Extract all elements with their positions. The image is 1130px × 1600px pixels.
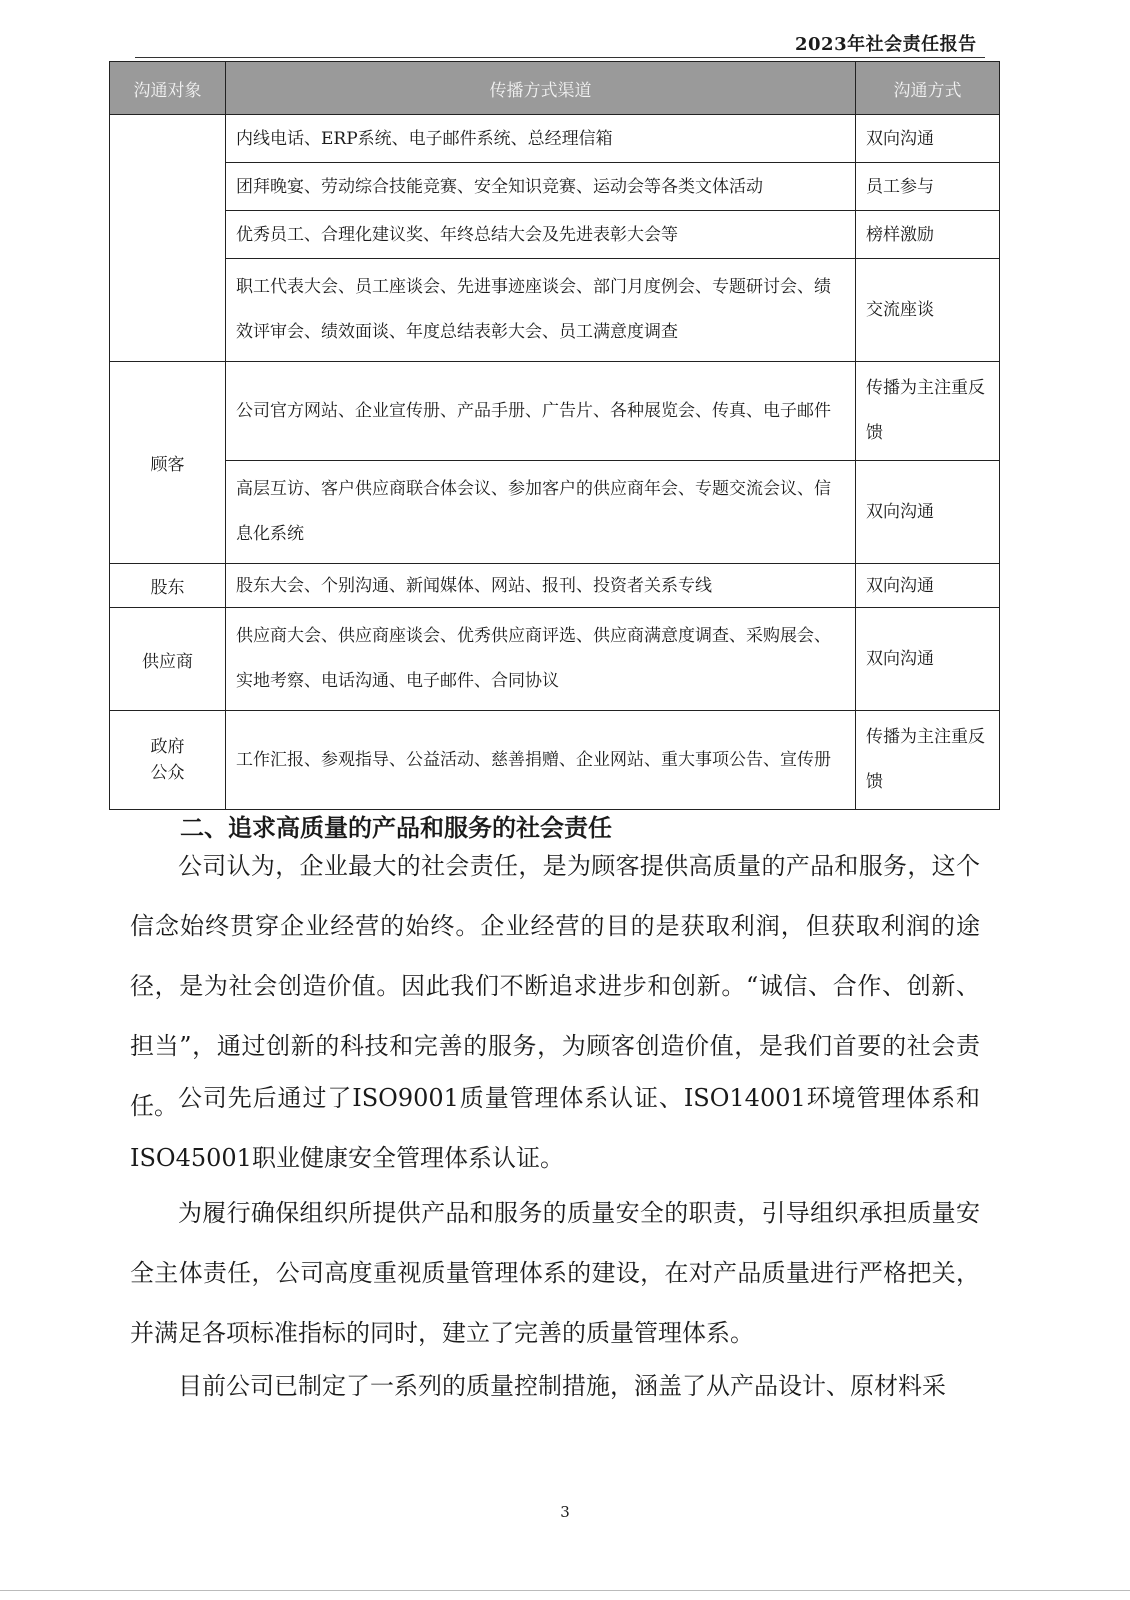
table-row (110, 564, 1000, 608)
table-row (110, 711, 1000, 810)
paragraph-certifications: 公司先后通过了ISO9001质量管理体系认证、ISO14001环境管理体系和ISO45001职业健康安全管理体系认证。 (130, 1084, 980, 1172)
communication-table (109, 61, 1000, 810)
table-row (110, 259, 1000, 362)
table-row (110, 163, 1000, 211)
channel-cell: 高层互访、客户供应商联合体会议、参加客户的供应商年会、专题交流会议、信息化系统 (226, 461, 856, 564)
channel-cell: 内线电话、ERP系统、电子邮件系统、总经理信箱 (226, 115, 856, 163)
paragraph-quality-measures: 目前公司已制定了一系列的质量控制措施，涵盖了从产品设计、原材料采 (178, 1372, 946, 1400)
table-header-row (110, 62, 1000, 115)
target-cell: 股东 (110, 564, 226, 608)
channel-cell: 职工代表大会、员工座谈会、先进事迹座谈会、部门月度例会、专题研讨会、绩效评审会、绩效面谈、年度总结表彰大会、员工满意度调查 (226, 259, 856, 362)
paragraph-quality-system: 为履行确保组织所提供产品和服务的质量安全的职责，引导组织承担质量安全主体责任，公司高度重视质量管理体系的建设，在对产品质量进行严格把关，并满足各项标准指标的同时，建立了完善的质量管理体系。 (130, 1199, 980, 1347)
channel-cell: 团拜晚宴、劳动综合技能竞赛、安全知识竞赛、运动会等各类文体活动 (226, 163, 856, 211)
target-cell: 顾客 (110, 362, 226, 564)
table-row (110, 362, 1000, 461)
section-title: 二、追求高质量的产品和服务的社会责任 (180, 813, 612, 842)
target-text: 政府公众 (150, 737, 185, 783)
report-header-title: 2023年社会责任报告 (795, 34, 977, 55)
header-target: 沟通对象 (110, 62, 226, 115)
method-cell: 传播为主注重反馈 (856, 362, 1000, 461)
target-cell: 供应商 (110, 608, 226, 711)
header-method: 沟通方式 (856, 62, 1000, 115)
table-row (110, 211, 1000, 259)
channel-cell: 工作汇报、参观指导、公益活动、慈善捐赠、企业网站、重大事项公告、宣传册 (226, 711, 856, 810)
channel-cell: 股东大会、个别沟通、新闻媒体、网站、报刊、投资者关系专线 (226, 564, 856, 608)
method-cell: 员工参与 (856, 163, 1000, 211)
method-cell: 双向沟通 (856, 461, 1000, 564)
target-cell (110, 115, 226, 362)
method-cell: 双向沟通 (856, 115, 1000, 163)
scan-edge-line (0, 1590, 1130, 1591)
table-row (110, 608, 1000, 711)
method-cell: 榜样激励 (856, 211, 1000, 259)
page-number: 3 (560, 1503, 570, 1521)
header-channel: 传播方式渠道 (226, 62, 856, 115)
table-row (110, 461, 1000, 564)
method-cell: 双向沟通 (856, 608, 1000, 711)
header-divider (135, 57, 985, 58)
channel-cell: 优秀员工、合理化建议奖、年终总结大会及先进表彰大会等 (226, 211, 856, 259)
method-cell: 双向沟通 (856, 564, 1000, 608)
method-cell: 传播为主注重反馈 (856, 711, 1000, 810)
channel-cell: 供应商大会、供应商座谈会、优秀供应商评选、供应商满意度调查、采购展会、实地考察、电话沟通、电子邮件、合同协议 (226, 608, 856, 711)
target-cell (110, 711, 226, 810)
channel-cell: 公司官方网站、企业宣传册、产品手册、广告片、各种展览会、传真、电子邮件 (226, 362, 856, 461)
method-cell: 交流座谈 (856, 259, 1000, 362)
table-row (110, 115, 1000, 163)
paragraph-quality-belief: 公司认为，企业最大的社会责任，是为顾客提供高质量的产品和服务，这个信念始终贯穿企业经营的始终。企业经营的目的是获取利润，但获取利润的途径，是为社会创造价值。因此我们不断追求进步和创新。“诚信、合作、创新、担当”，通过创新的科技和完善的服务，为顾客创造价值，是我们首要的社会责任。 (130, 852, 980, 1120)
